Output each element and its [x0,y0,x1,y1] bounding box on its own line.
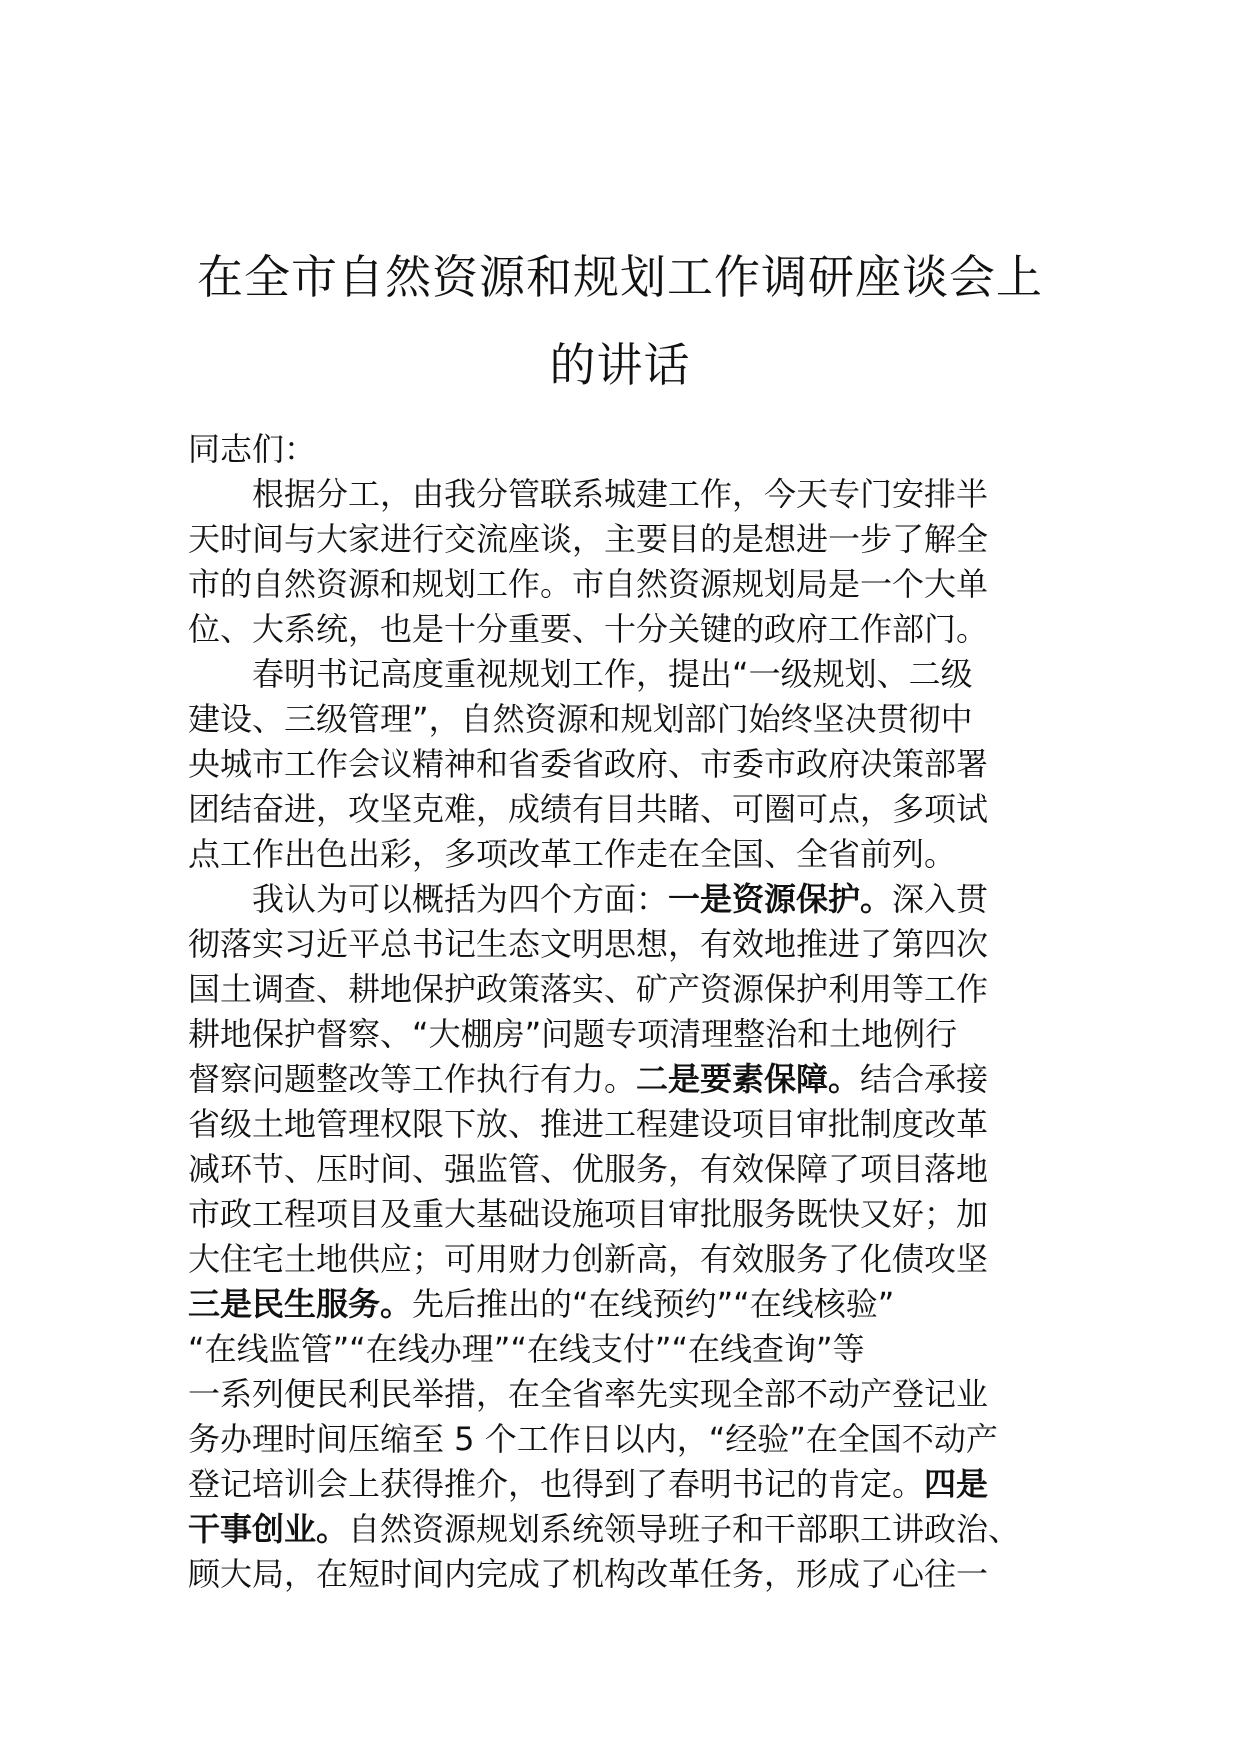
text-line: 务办理时间压缩至 5 个工作日以内，“经验”在全国不动产 [188,1420,998,1458]
bold-heading: 干事创业。 [188,1510,349,1548]
text-line [188,1507,1068,1552]
text-line: 耕地保护督察、“大棚房”问题专项清理整治和土地例行 [188,1015,958,1053]
bold-heading: 三是民生服务。 [188,1285,413,1323]
line-text: 结合承接 [860,1060,989,1098]
bold-heading: 四是 [924,1465,989,1503]
text-line: 团结奋进，攻坚克难，成绩有目共睹、可圈可点，多项试 [188,790,989,828]
text-line: 减环节、压时间、强监管、优服务，有效保障了项目落地 [188,1150,989,1188]
document-title-line-1: 在全市自然资源和规划工作调研座谈会上 [197,249,1043,304]
document-title-line-2: 的讲话 [549,337,691,392]
line-text: 先后推出的“在线预约”“在线核验” [412,1285,895,1323]
text-line: 央城市工作会议精神和省委省政府、市委市政府决策部署 [188,745,989,783]
text-line: 春明书记高度重视规划工作，提出“一级规划、二级 [252,655,973,693]
line-text: 深入贯 [892,880,989,918]
text-line: 省级土地管理权限下放、推进工程建设项目审批制度改革 [188,1105,989,1143]
text-line: 天时间与大家进行交流座谈，主要目的是想进一步了解全 [188,520,989,558]
line-text: 督察问题整改等工作执行有力。 [188,1060,637,1098]
text-line: 市政工程项目及重大基础设施项目审批服务既快又好；加 [188,1195,989,1233]
text-line [188,1057,1068,1102]
text-line: 大住宅土地供应；可用财力创新高，有效服务了化债攻坚 [188,1240,989,1278]
text-line: 点工作出色出彩，多项改革工作走在全国、全省前列。 [188,835,957,873]
text-line: 位、大系统，也是十分重要、十分关键的政府工作部门。 [188,610,989,648]
text-line: 同志们： [188,430,317,468]
text-line: 建设、三级管理”，自然资源和规划部门始终坚决贯彻中 [188,700,973,738]
bold-heading: 二是要素保障。 [636,1060,861,1098]
line-text: 我认为可以概括为四个方面： [252,880,669,918]
bold-heading: 一是资源保护。 [668,880,893,918]
text-line [188,1462,1068,1507]
text-line: 国土调查、耕地保护政策落实、矿产资源保护利用等工作 [188,970,989,1008]
text-line: 顾大局，在短时间内完成了机构改革任务，形成了心往一 [188,1555,989,1593]
line-text: 自然资源规划系统领导班子和干部职工讲政治、 [348,1510,1021,1548]
text-line: 根据分工，由我分管联系城建工作，今天专门安排半 [252,475,989,513]
text-line [188,877,1068,922]
text-line: “在线监管”“在线办理”“在线支付”“在线查询”等 [188,1330,865,1368]
text-line: 彻落实习近平总书记生态文明思想，有效地推进了第四次 [188,925,989,963]
text-line [188,1282,1068,1327]
text-line: 一系列便民利民举措，在全省率先实现全部不动产登记业 [188,1375,989,1413]
speech-body [188,427,1068,1597]
text-line: 市的自然资源和规划工作。市自然资源规划局是一个大单 [188,565,989,603]
line-text: 登记培训会上获得推介，也得到了春明书记的肯定。 [188,1465,925,1503]
